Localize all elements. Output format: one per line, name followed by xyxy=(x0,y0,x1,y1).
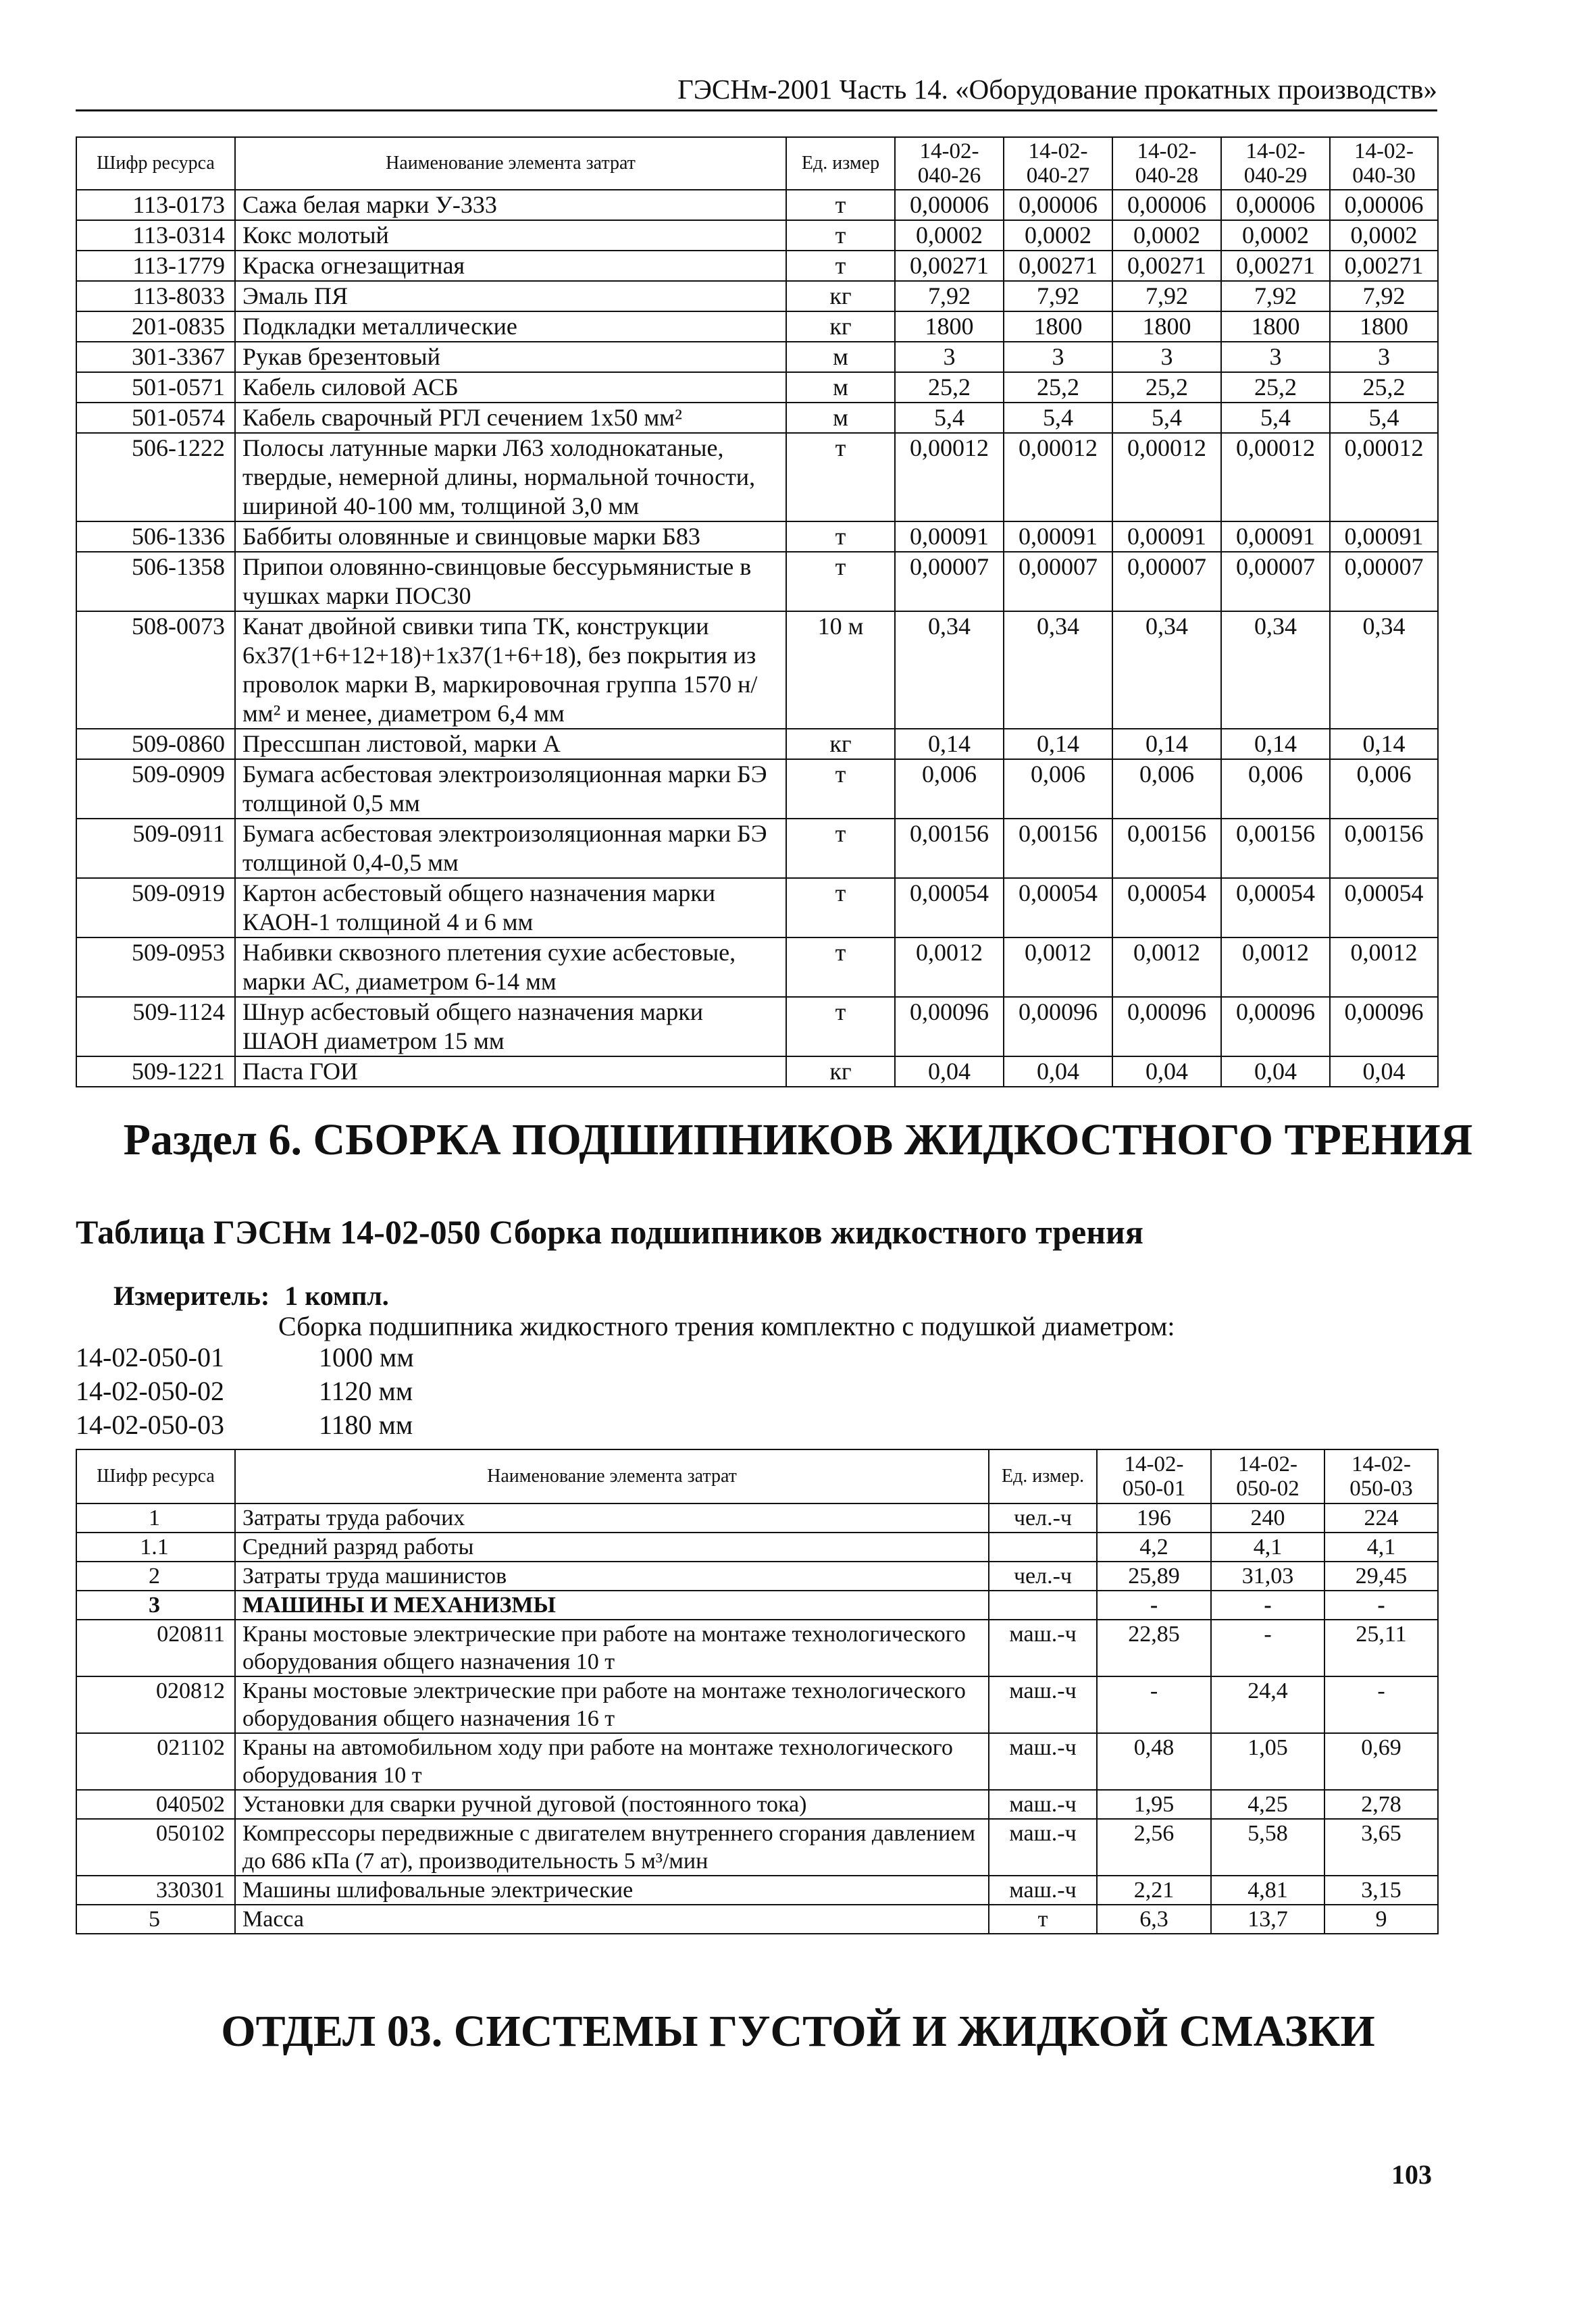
header-col-1: 14-02-040-26 xyxy=(895,137,1004,190)
resource-value: 0,00007 xyxy=(1112,552,1221,611)
header-unit: Ед. измер. xyxy=(989,1449,1097,1503)
resource-value: 0,0012 xyxy=(1330,937,1438,997)
resource-name: Кабель сварочный РГЛ сечением 1х50 мм² xyxy=(235,403,786,433)
table-row xyxy=(76,1876,1438,1905)
resource-value: 25,2 xyxy=(1330,372,1438,403)
header-name: Наименование элемента затрат xyxy=(235,137,786,190)
resource-value: 0,006 xyxy=(1330,759,1438,819)
measure-line xyxy=(113,1280,404,1312)
variant-row xyxy=(76,1374,414,1408)
resources-table-040 xyxy=(76,136,1439,1087)
resource-code: 506-1336 xyxy=(76,521,235,552)
resource-name: Бумага асбестовая электроизоляционная марки БЭ толщиной 0,5 мм xyxy=(235,759,786,819)
department-title: ОТДЕЛ 03. СИСТЕМЫ ГУСТОЙ И ЖИДКОЙ СМАЗКИ xyxy=(221,2007,1375,2056)
resource-value: 0,00006 xyxy=(1221,190,1330,220)
resource-value: 29,45 xyxy=(1324,1562,1438,1591)
resource-name: Масса xyxy=(235,1905,989,1934)
resource-value: 0,00156 xyxy=(1221,819,1330,878)
table-row xyxy=(76,1533,1438,1562)
resource-name: Подкладки металлические xyxy=(235,311,786,342)
resource-unit: кг xyxy=(786,729,895,759)
resource-value: 0,006 xyxy=(1004,759,1112,819)
table-row xyxy=(76,1591,1438,1620)
resource-name: Краска огнезащитная xyxy=(235,251,786,281)
resource-unit: т xyxy=(786,220,895,251)
resource-code: 020812 xyxy=(76,1676,235,1733)
resource-value: 0,00271 xyxy=(1221,251,1330,281)
resource-code: 509-0919 xyxy=(76,878,235,937)
resource-code: 021102 xyxy=(76,1733,235,1790)
table-row xyxy=(76,1562,1438,1591)
table-row xyxy=(76,611,1438,729)
resource-value: 4,2 xyxy=(1097,1533,1211,1562)
resource-unit: м xyxy=(786,403,895,433)
resource-value: 0,00096 xyxy=(895,997,1004,1056)
table-header-row xyxy=(76,137,1438,190)
resource-value: 0,14 xyxy=(1221,729,1330,759)
resource-value: 5,4 xyxy=(895,403,1004,433)
resource-value: 0,00271 xyxy=(895,251,1004,281)
resource-value: 0,0002 xyxy=(1330,220,1438,251)
page-number: 103 xyxy=(1391,2159,1432,2190)
resource-value: 0,00054 xyxy=(1330,878,1438,937)
resource-value: 5,4 xyxy=(1112,403,1221,433)
resource-value: 0,04 xyxy=(1221,1056,1330,1087)
section-title: Раздел 6. СБОРКА ПОДШИПНИКОВ ЖИДКОСТНОГО ТРЕНИЯ xyxy=(123,1115,1473,1164)
variant-code: 14-02-050-01 xyxy=(76,1342,224,1372)
table-row xyxy=(76,729,1438,759)
table-row xyxy=(76,311,1438,342)
assembly-description: Сборка подшипника жидкостного трения комплектно с подушкой диаметром: xyxy=(278,1311,1175,1341)
variant-row xyxy=(76,1341,414,1374)
resource-code: 509-0860 xyxy=(76,729,235,759)
resource-value: 1800 xyxy=(1221,311,1330,342)
resource-value: 0,00054 xyxy=(1221,878,1330,937)
resource-value: 1800 xyxy=(1004,311,1112,342)
resource-value: 1,05 xyxy=(1211,1733,1324,1790)
table-row xyxy=(76,342,1438,372)
resource-unit: маш.-ч xyxy=(989,1676,1097,1733)
resource-value: 25,2 xyxy=(1221,372,1330,403)
resource-name: Баббиты оловянные и свинцовые марки Б83 xyxy=(235,521,786,552)
resource-value: 0,00012 xyxy=(1112,433,1221,521)
resource-value: 7,92 xyxy=(895,281,1004,311)
resource-value: 0,00096 xyxy=(1112,997,1221,1056)
resource-code: 508-0073 xyxy=(76,611,235,729)
resource-value: 1,95 xyxy=(1097,1790,1211,1819)
resource-name: Шнур асбестовый общего назначения марки ШАОН диаметром 15 мм xyxy=(235,997,786,1056)
resource-name: Компрессоры передвижные с двигателем внутреннего сгорания давлением до 686 кПа (7 ат), производительность 5 м³/мин xyxy=(235,1819,989,1876)
header-col-1: 14-02-050-01 xyxy=(1097,1449,1211,1503)
resource-unit: маш.-ч xyxy=(989,1876,1097,1905)
resource-value: 7,92 xyxy=(1221,281,1330,311)
resource-value: 1800 xyxy=(895,311,1004,342)
header-col-5: 14-02-040-30 xyxy=(1330,137,1438,190)
resource-value: 0,00007 xyxy=(895,552,1004,611)
resource-value: 0,00012 xyxy=(895,433,1004,521)
resource-value: 2,56 xyxy=(1097,1819,1211,1876)
resource-value: 0,00006 xyxy=(1004,190,1112,220)
resource-code: 3 xyxy=(76,1591,235,1620)
resource-value: 0,0002 xyxy=(1112,220,1221,251)
resource-name: Краны мостовые электрические при работе на монтаже технологического оборудования общего назначения 10 т xyxy=(235,1620,989,1676)
resource-value: 7,92 xyxy=(1330,281,1438,311)
resource-name: Набивки сквозного плетения сухие асбестовые, марки АС, диаметром 6-14 мм xyxy=(235,937,786,997)
resource-value: 0,04 xyxy=(1112,1056,1221,1087)
table-row xyxy=(76,997,1438,1056)
resource-value: 0,00096 xyxy=(1004,997,1112,1056)
resource-unit xyxy=(989,1591,1097,1620)
resource-code: 506-1222 xyxy=(76,433,235,521)
table-row xyxy=(76,552,1438,611)
resource-value: 25,2 xyxy=(1112,372,1221,403)
resource-code: 509-1124 xyxy=(76,997,235,1056)
resource-value: 0,00006 xyxy=(895,190,1004,220)
header-name: Наименование элемента затрат xyxy=(235,1449,989,1503)
measure-value: 1 компл. xyxy=(284,1281,389,1311)
resources-table-050 xyxy=(76,1449,1439,1934)
resource-code: 113-1779 xyxy=(76,251,235,281)
table-row xyxy=(76,1676,1438,1733)
resource-code: 506-1358 xyxy=(76,552,235,611)
resource-unit: т xyxy=(786,997,895,1056)
resource-unit: т xyxy=(786,878,895,937)
resource-value: 7,92 xyxy=(1112,281,1221,311)
resource-value: 6,3 xyxy=(1097,1905,1211,1934)
table-row xyxy=(76,372,1438,403)
resource-unit: 10 м xyxy=(786,611,895,729)
resource-value: 0,48 xyxy=(1097,1733,1211,1790)
resource-value: 0,00091 xyxy=(895,521,1004,552)
resource-code: 301-3367 xyxy=(76,342,235,372)
table-row xyxy=(76,1056,1438,1087)
resource-value: 0,0012 xyxy=(1004,937,1112,997)
resource-value: 0,00271 xyxy=(1112,251,1221,281)
resource-value: 7,92 xyxy=(1004,281,1112,311)
resource-value: 0,006 xyxy=(1221,759,1330,819)
resource-code: 1 xyxy=(76,1503,235,1533)
variant-row xyxy=(76,1408,414,1442)
resource-unit: чел.-ч xyxy=(989,1562,1097,1591)
resource-code: 501-0571 xyxy=(76,372,235,403)
resource-value: 0,34 xyxy=(1221,611,1330,729)
resource-unit: маш.-ч xyxy=(989,1733,1097,1790)
resource-unit: т xyxy=(786,521,895,552)
resource-value: 240 xyxy=(1211,1503,1324,1533)
table-row xyxy=(76,220,1438,251)
resource-name: Кокс молотый xyxy=(235,220,786,251)
resource-value: 0,34 xyxy=(895,611,1004,729)
resource-name: Канат двойной свивки типа ТК, конструкции 6х37(1+6+12+18)+1х37(1+6+18), без покрытия из проволок марки В, маркировочная группа 1570 н/мм² и менее, диаметром 6,4 мм xyxy=(235,611,786,729)
resource-name: Припои оловянно-свинцовые бессурьмянистые в чушках марки ПОС30 xyxy=(235,552,786,611)
resource-code: 501-0574 xyxy=(76,403,235,433)
table-row xyxy=(76,281,1438,311)
resource-code: 2 xyxy=(76,1562,235,1591)
variant-code: 14-02-050-03 xyxy=(76,1410,224,1440)
resource-value: 0,006 xyxy=(1112,759,1221,819)
resource-value: 0,14 xyxy=(1112,729,1221,759)
resource-name: Затраты труда машинистов xyxy=(235,1562,989,1591)
resource-unit: т xyxy=(989,1905,1097,1934)
resource-code: 113-0173 xyxy=(76,190,235,220)
resource-value: 25,2 xyxy=(895,372,1004,403)
resource-value: 1800 xyxy=(1330,311,1438,342)
resource-value: 0,00096 xyxy=(1221,997,1330,1056)
resource-value: 5,58 xyxy=(1211,1819,1324,1876)
table-body xyxy=(76,190,1438,1087)
resource-unit: маш.-ч xyxy=(989,1790,1097,1819)
resource-name: Средний разряд работы xyxy=(235,1533,989,1562)
resource-value: 0,00156 xyxy=(895,819,1004,878)
resource-value: 0,69 xyxy=(1324,1733,1438,1790)
resource-name: Паста ГОИ xyxy=(235,1056,786,1087)
resource-value: - xyxy=(1324,1591,1438,1620)
resource-value: 3,15 xyxy=(1324,1876,1438,1905)
resource-value: 3 xyxy=(1112,342,1221,372)
resource-value: 0,14 xyxy=(1330,729,1438,759)
resource-value: 0,00012 xyxy=(1004,433,1112,521)
resource-name: Затраты труда рабочих xyxy=(235,1503,989,1533)
resource-code: 113-8033 xyxy=(76,281,235,311)
resource-name: Установки для сварки ручной дуговой (постоянного тока) xyxy=(235,1790,989,1819)
table-row xyxy=(76,878,1438,937)
resource-value: 25,89 xyxy=(1097,1562,1211,1591)
resource-unit: м xyxy=(786,372,895,403)
resource-name: Сажа белая марки У-333 xyxy=(235,190,786,220)
resource-value: 0,00007 xyxy=(1004,552,1112,611)
resource-code: 509-0911 xyxy=(76,819,235,878)
resource-value: 0,14 xyxy=(1004,729,1112,759)
resource-value: 1800 xyxy=(1112,311,1221,342)
resource-value: 0,34 xyxy=(1112,611,1221,729)
resource-value: 0,34 xyxy=(1330,611,1438,729)
resource-value: 2,21 xyxy=(1097,1876,1211,1905)
resource-value: 25,11 xyxy=(1324,1620,1438,1676)
resource-value: 0,00006 xyxy=(1330,190,1438,220)
table-row xyxy=(76,251,1438,281)
table-header-row xyxy=(76,1449,1438,1503)
resource-value: 0,0002 xyxy=(1221,220,1330,251)
variant-value: 1120 мм xyxy=(319,1376,413,1406)
resource-value: 5,4 xyxy=(1004,403,1112,433)
resource-value: 0,0012 xyxy=(1112,937,1221,997)
resource-value: 4,1 xyxy=(1211,1533,1324,1562)
resource-unit: т xyxy=(786,251,895,281)
table-row xyxy=(76,1620,1438,1676)
resource-name: Полосы латунные марки Л63 холоднокатаные, твердые, немерной длины, нормальной точности, шириной 40-100 мм, толщиной 3,0 мм xyxy=(235,433,786,521)
resource-name: Краны на автомобильном ходу при работе на монтаже технологического оборудования 10 т xyxy=(235,1733,989,1790)
resource-code: 201-0835 xyxy=(76,311,235,342)
resource-value: 0,00007 xyxy=(1221,552,1330,611)
resource-unit: чел.-ч xyxy=(989,1503,1097,1533)
resource-unit: т xyxy=(786,819,895,878)
resource-name: Прессшпан листовой, марки А xyxy=(235,729,786,759)
resource-value: 4,25 xyxy=(1211,1790,1324,1819)
resource-value: 13,7 xyxy=(1211,1905,1324,1934)
resource-unit: т xyxy=(786,433,895,521)
table-row xyxy=(76,521,1438,552)
resource-value: 3,65 xyxy=(1324,1819,1438,1876)
table-row xyxy=(76,1733,1438,1790)
resource-name: Кабель силовой АСБ xyxy=(235,372,786,403)
resource-value: 0,00091 xyxy=(1221,521,1330,552)
table-row xyxy=(76,759,1438,819)
table-row xyxy=(76,937,1438,997)
resource-value: 3 xyxy=(1221,342,1330,372)
resource-value: 5,4 xyxy=(1221,403,1330,433)
table-title: Таблица ГЭСНм 14-02-050 Сборка подшипников жидкостного трения xyxy=(76,1213,1143,1251)
table-row xyxy=(76,190,1438,220)
resource-value: 0,00012 xyxy=(1330,433,1438,521)
resource-code: 050102 xyxy=(76,1819,235,1876)
resource-value: - xyxy=(1097,1676,1211,1733)
resource-name: Краны мостовые электрические при работе на монтаже технологического оборудования общего назначения 16 т xyxy=(235,1676,989,1733)
resource-unit: т xyxy=(786,759,895,819)
resource-unit: т xyxy=(786,190,895,220)
resource-value: 3 xyxy=(895,342,1004,372)
resource-code: 509-0953 xyxy=(76,937,235,997)
resource-value: 0,00054 xyxy=(1004,878,1112,937)
resource-value: - xyxy=(1211,1591,1324,1620)
resource-value: 0,00271 xyxy=(1330,251,1438,281)
header-col-2: 14-02-040-27 xyxy=(1004,137,1112,190)
table-row xyxy=(76,1503,1438,1533)
resource-unit xyxy=(989,1533,1097,1562)
resource-value: 224 xyxy=(1324,1503,1438,1533)
variant-value: 1180 мм xyxy=(319,1410,413,1440)
resource-value: 4,1 xyxy=(1324,1533,1438,1562)
resource-unit: кг xyxy=(786,311,895,342)
variant-value: 1000 мм xyxy=(319,1342,414,1372)
resource-value: 0,14 xyxy=(895,729,1004,759)
resource-value: 0,00006 xyxy=(1112,190,1221,220)
resource-value: - xyxy=(1097,1591,1211,1620)
running-header: ГЭСНм-2001 Часть 14. «Оборудование прокатных производств» xyxy=(76,73,1437,111)
variants-list xyxy=(76,1341,414,1442)
resource-value: 196 xyxy=(1097,1503,1211,1533)
resource-name: Картон асбестовый общего назначения марки КАОН-1 толщиной 4 и 6 мм xyxy=(235,878,786,937)
resource-value: 0,00054 xyxy=(895,878,1004,937)
resource-value: 0,0012 xyxy=(1221,937,1330,997)
resource-value: 0,00156 xyxy=(1112,819,1221,878)
resource-value: 0,00096 xyxy=(1330,997,1438,1056)
table-row xyxy=(76,403,1438,433)
resource-value: 9 xyxy=(1324,1905,1438,1934)
header-code: Шифр ресурса xyxy=(76,1449,235,1503)
resource-unit: маш.-ч xyxy=(989,1819,1097,1876)
resource-value: 4,81 xyxy=(1211,1876,1324,1905)
resource-code: 040502 xyxy=(76,1790,235,1819)
variant-code: 14-02-050-02 xyxy=(76,1376,224,1406)
header-col-3: 14-02-040-28 xyxy=(1112,137,1221,190)
resource-value: 0,0002 xyxy=(1004,220,1112,251)
resource-unit: т xyxy=(786,937,895,997)
resource-unit: кг xyxy=(786,1056,895,1087)
resource-code: 020811 xyxy=(76,1620,235,1676)
resource-value: 24,4 xyxy=(1211,1676,1324,1733)
table-row xyxy=(76,433,1438,521)
table-row xyxy=(76,1905,1438,1934)
resource-unit: м xyxy=(786,342,895,372)
header-col-4: 14-02-040-29 xyxy=(1221,137,1330,190)
resource-value: 0,04 xyxy=(895,1056,1004,1087)
resource-value: 25,2 xyxy=(1004,372,1112,403)
resource-value: 0,00091 xyxy=(1004,521,1112,552)
resource-value: 0,04 xyxy=(1004,1056,1112,1087)
resource-value: 22,85 xyxy=(1097,1620,1211,1676)
resource-value: 0,34 xyxy=(1004,611,1112,729)
resource-value: 31,03 xyxy=(1211,1562,1324,1591)
resource-value: - xyxy=(1324,1676,1438,1733)
resource-value: 0,00007 xyxy=(1330,552,1438,611)
resource-value: - xyxy=(1211,1620,1324,1676)
header-unit: Ед. измер xyxy=(786,137,895,190)
resource-code: 509-0909 xyxy=(76,759,235,819)
resource-value: 0,00054 xyxy=(1112,878,1221,937)
resource-value: 0,04 xyxy=(1330,1056,1438,1087)
resource-code: 113-0314 xyxy=(76,220,235,251)
resource-name: Эмаль ПЯ xyxy=(235,281,786,311)
resource-unit: маш.-ч xyxy=(989,1620,1097,1676)
resource-value: 0,0012 xyxy=(895,937,1004,997)
measure-label: Измеритель: xyxy=(113,1281,270,1311)
header-col-2: 14-02-050-02 xyxy=(1211,1449,1324,1503)
resource-name: Бумага асбестовая электроизоляционная марки БЭ толщиной 0,4-0,5 мм xyxy=(235,819,786,878)
resource-name: МАШИНЫ И МЕХАНИЗМЫ xyxy=(235,1591,989,1620)
table-row xyxy=(76,819,1438,878)
resource-value: 0,00271 xyxy=(1004,251,1112,281)
resource-code: 330301 xyxy=(76,1876,235,1905)
resource-unit: т xyxy=(786,552,895,611)
resource-value: 0,00156 xyxy=(1004,819,1112,878)
resource-code: 5 xyxy=(76,1905,235,1934)
resource-value: 0,00091 xyxy=(1112,521,1221,552)
table-row xyxy=(76,1819,1438,1876)
resource-value: 0,00091 xyxy=(1330,521,1438,552)
header-code: Шифр ресурса xyxy=(76,137,235,190)
resource-unit: кг xyxy=(786,281,895,311)
resource-code: 509-1221 xyxy=(76,1056,235,1087)
table-body xyxy=(76,1503,1438,1934)
resource-value: 0,00012 xyxy=(1221,433,1330,521)
resource-value: 2,78 xyxy=(1324,1790,1438,1819)
table-row xyxy=(76,1790,1438,1819)
resource-name: Рукав брезентовый xyxy=(235,342,786,372)
resource-value: 3 xyxy=(1330,342,1438,372)
resource-code: 1.1 xyxy=(76,1533,235,1562)
resource-value: 5,4 xyxy=(1330,403,1438,433)
resource-value: 3 xyxy=(1004,342,1112,372)
resource-name: Машины шлифовальные электрические xyxy=(235,1876,989,1905)
resource-value: 0,006 xyxy=(895,759,1004,819)
resource-value: 0,00156 xyxy=(1330,819,1438,878)
header-col-3: 14-02-050-03 xyxy=(1324,1449,1438,1503)
resource-value: 0,0002 xyxy=(895,220,1004,251)
